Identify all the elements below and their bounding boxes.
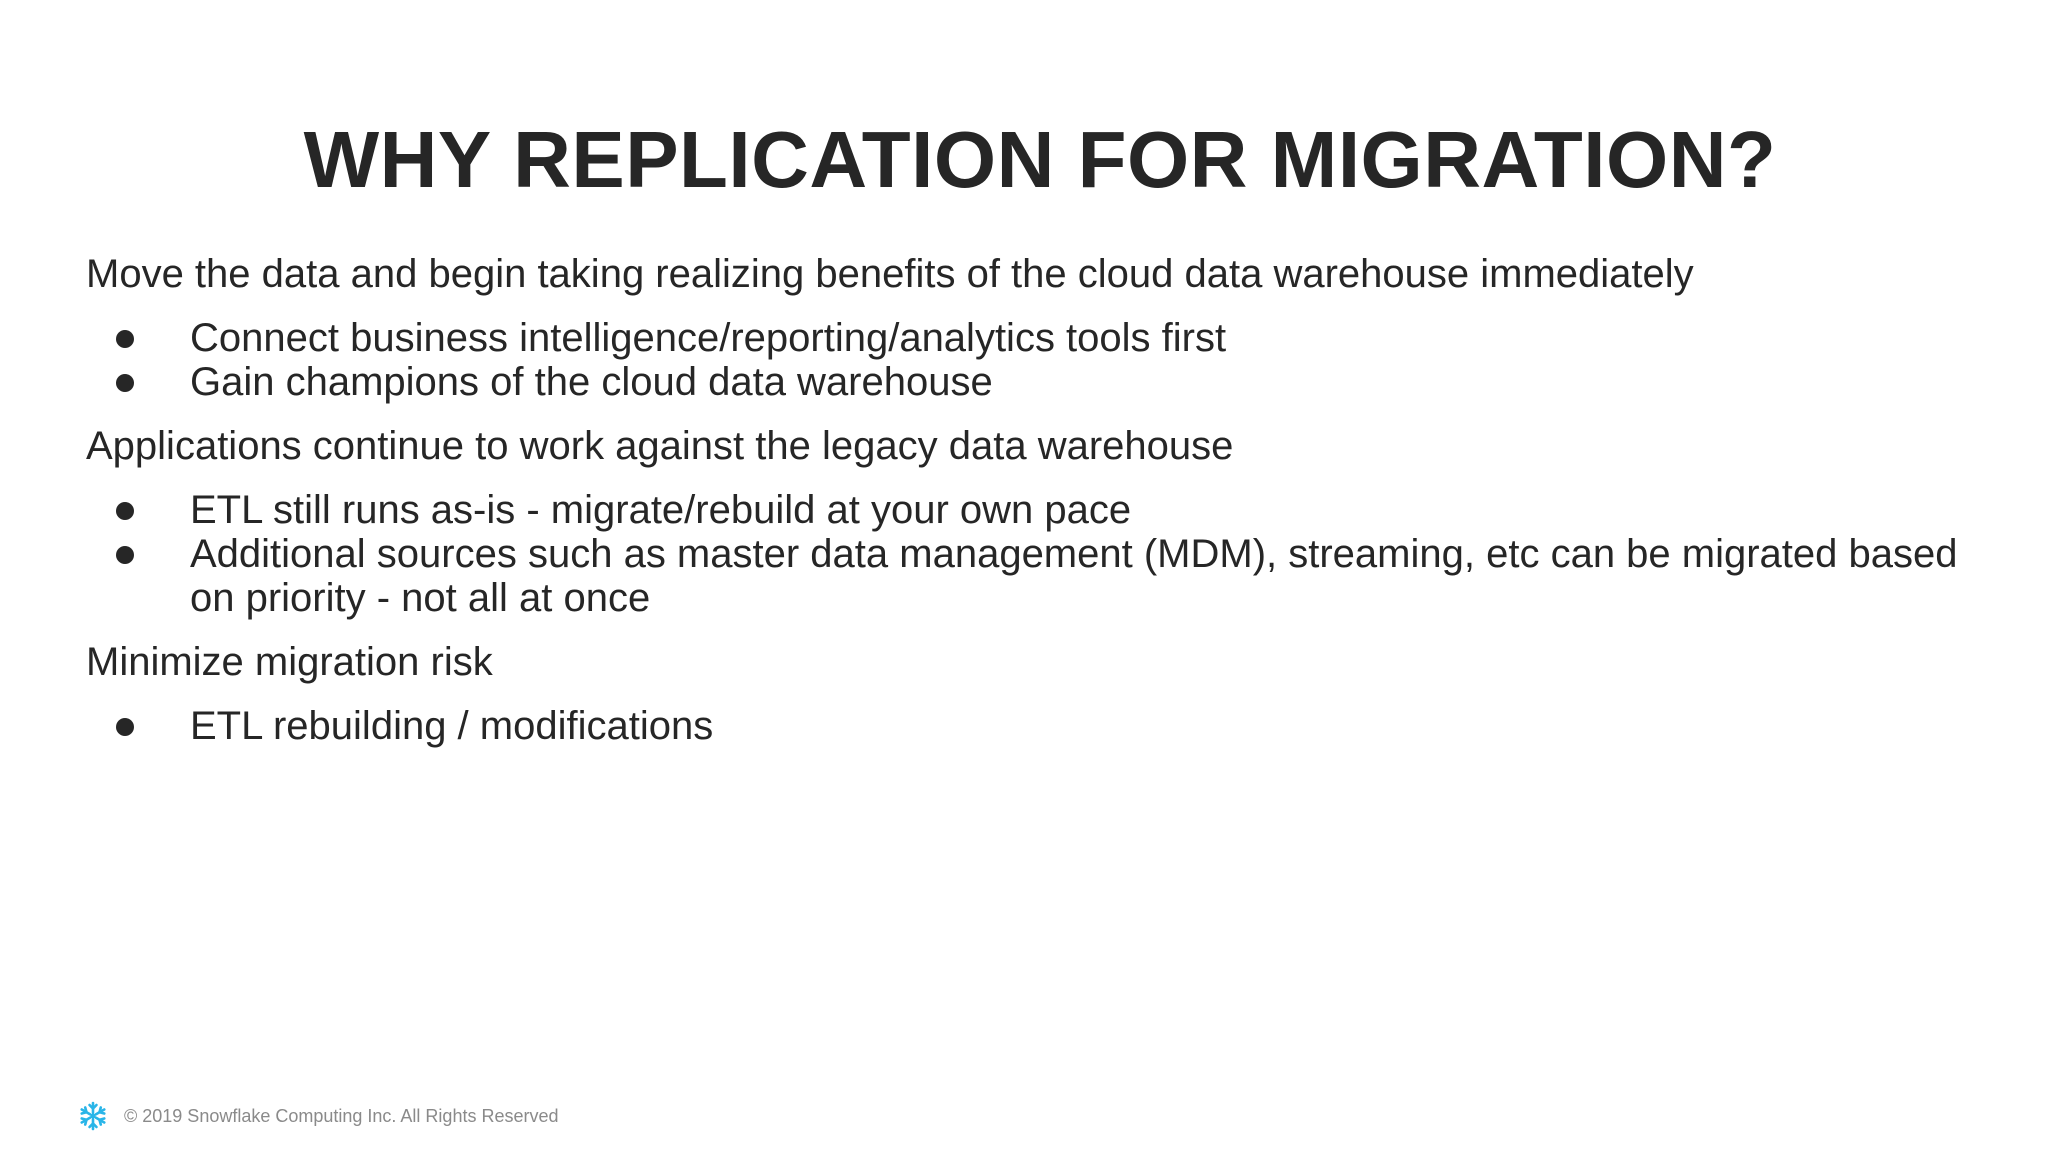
bullet-text: ETL rebuilding / modifications [190, 704, 714, 748]
section-heading: Move the data and begin taking realizing benefits of the cloud data warehouse immediately [86, 252, 1694, 296]
bullet-item [86, 704, 1986, 748]
section-heading: Minimize migration risk [86, 640, 493, 684]
bullet-dot-icon [116, 502, 134, 520]
bullet-text: Additional sources such as master data management (MDM), streaming, etc can be migrated based on priority - not all at once [190, 532, 1958, 620]
copyright-text: © 2019 Snowflake Computing Inc. All Rights Reserved [124, 1105, 559, 1126]
slide-footer [78, 1099, 559, 1133]
bullet-dot-icon [116, 718, 134, 736]
bullet-dot-icon [116, 374, 134, 392]
bullet-dot-icon [116, 330, 134, 348]
section-heading: Applications continue to work against the legacy data warehouse [86, 424, 1234, 468]
slide-content [86, 250, 1986, 766]
snowflake-logo-icon [78, 1101, 108, 1131]
bullet-dot-icon [116, 546, 134, 564]
bullet-text: ETL still runs as-is - migrate/rebuild at your own pace [190, 488, 1132, 532]
bullet-item [86, 488, 1986, 532]
bullet-text: Connect business intelligence/reporting/analytics tools first [190, 316, 1227, 360]
bullet-text: Gain champions of the cloud data warehouse [190, 360, 993, 404]
bullet-item [86, 532, 1986, 620]
bullet-list [86, 704, 1986, 748]
bullet-list [86, 316, 1986, 404]
bullet-item [86, 360, 1986, 404]
slide-title: WHY REPLICATION FOR MIGRATION? [303, 115, 1777, 204]
bullet-list [86, 488, 1986, 620]
bullet-item [86, 316, 1986, 360]
